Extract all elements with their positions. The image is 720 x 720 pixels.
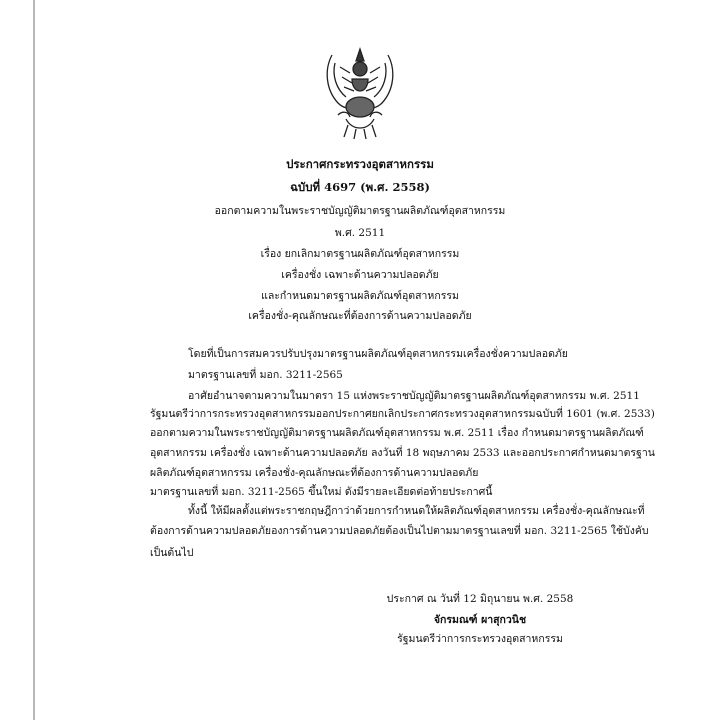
garuda-emblem-icon xyxy=(320,45,400,140)
signature-date: ประกาศ ณ วันที่ 12 มิถุนายน พ.ศ. 2558 xyxy=(386,593,574,605)
document-number: ฉบับที่ 4697 (พ.ศ. 2558) xyxy=(290,180,430,194)
subject-line: เครื่องชั่ง-คุณลักษณะที่ต้องการด้านความปลอดภัย xyxy=(248,310,472,322)
body-line: อาศัยอำนาจตามความในมาตรา 15 แห่งพระราชบัญญัติมาตรฐานผลิตภัณฑ์อุตสาหกรรม พ.ศ. 2511 xyxy=(188,390,640,402)
body-line: ผลิตภัณฑ์อุตสาหกรรม เครื่องชั่ง-คุณลักษณะที่ต้องการด้านความปลอดภัย xyxy=(150,467,479,479)
subject-line: และกำหนดมาตรฐานผลิตภัณฑ์อุตสาหกรรม xyxy=(261,290,459,302)
document-title: ประกาศกระทรวงอุตสาหกรรม xyxy=(286,157,434,171)
body-line: โดยที่เป็นการสมควรปรับปรุงมาตรฐานผลิตภัณฑ์อุตสาหกรรมเครื่องชั่งความปลอดภัย xyxy=(188,348,568,360)
signatory-name: จักรมณฑ์ ผาสุกวนิช xyxy=(433,614,527,626)
subject-line: เครื่องชั่ง เฉพาะด้านความปลอดภัย xyxy=(281,269,439,281)
body-line: มาตรฐานเลขที่ มอก. 3211-2565 xyxy=(188,369,343,381)
subtitle-line: พ.ศ. 2511 xyxy=(334,227,386,239)
subtitle-line: ออกตามความในพระราชบัญญัติมาตรฐานผลิตภัณฑ์อุตสาหกรรม xyxy=(214,205,506,217)
subject-line: เรื่อง ยกเลิกมาตรฐานผลิตภัณฑ์อุตสาหกรรม xyxy=(260,248,460,260)
page-left-edge xyxy=(33,0,35,720)
body-line: ต้องการด้านความปลอดภัยองการด้านความปลอดภัยต้องเป็นไปตามมาตรฐานเลขที่ มอก. 3211-2565 ใช้บังคับ xyxy=(150,525,649,537)
body-line: อุตสาหกรรม เครื่องชั่ง เฉพาะด้านความปลอดภัย ลงวันที่ 18 พฤษภาคม 2533 และออกประกาศกำหนดมาตรฐาน xyxy=(150,447,655,459)
body-line: ทั้งนี้ ให้มีผลตั้งแต่พระราชกฤษฎีกาว่าด้วยการกำหนดให้ผลิตภัณฑ์อุตสาหกรรม เครื่องชั่ง-คุณลักษณะที่ xyxy=(188,505,645,517)
signatory-position: รัฐมนตรีว่าการกระทรวงอุตสาหกรรม xyxy=(397,633,563,645)
body-line: เป็นต้นไป xyxy=(150,547,194,559)
body-line: ออกตามความในพระราชบัญญัติมาตรฐานผลิตภัณฑ์อุตสาหกรรม พ.ศ. 2511 เรื่อง กำหนดมาตรฐานผลิตภัณฑ์ xyxy=(150,427,644,439)
body-line: รัฐมนตรีว่าการกระทรวงอุตสาหกรรมออกประกาศยกเลิกประกาศกระทรวงอุตสาหกรรมฉบับที่ 1601 (พ.ศ. 2533) xyxy=(150,408,655,420)
body-line: มาตรฐานเลขที่ มอก. 3211-2565 ขึ้นใหม่ ดังมีรายละเอียดต่อท้ายประกาศนี้ xyxy=(150,486,493,498)
